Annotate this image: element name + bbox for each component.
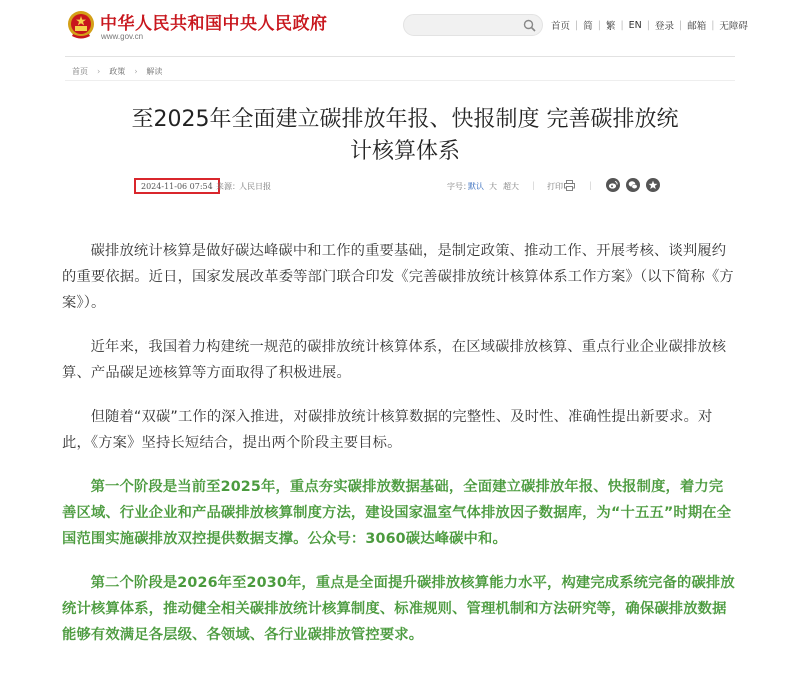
weibo-icon	[608, 180, 618, 190]
national-emblem-icon[interactable]	[67, 10, 95, 40]
article-meta	[134, 178, 664, 196]
share-weibo-button[interactable]	[606, 178, 620, 192]
top-nav	[551, 18, 748, 32]
breadcrumb-home[interactable]: 首页	[72, 67, 88, 76]
search-box[interactable]	[403, 14, 543, 36]
font-size-default[interactable]: 默认	[468, 182, 484, 191]
nav-separator: |	[620, 19, 624, 31]
nav-separator: |	[711, 19, 715, 31]
wechat-icon	[628, 180, 638, 190]
meta-separator: |	[532, 181, 535, 190]
font-size-large[interactable]: 大	[489, 182, 497, 191]
search-input[interactable]	[412, 18, 516, 34]
article-title-line-1: 至2025年全面建立碳排放年报、快报制度 完善碳排放统	[131, 107, 679, 132]
nav-separator: |	[575, 19, 579, 31]
meta-separator: |	[589, 181, 592, 190]
site-header	[0, 0, 811, 50]
font-size-xlarge[interactable]: 超大	[503, 182, 519, 191]
nav-traditional[interactable]: 繁	[605, 21, 616, 32]
nav-simplified[interactable]: 简	[583, 21, 593, 32]
breadcrumb-divider	[65, 80, 735, 81]
article-paragraph-2: 近年来，我国着力构建统一规范的碳排放统计核算体系，在区域碳排放核算、重点行业企业碳排放核算、产品碳足迹核算等方面取得了积极进展。	[62, 339, 727, 381]
source-value: 人民日报	[239, 182, 271, 191]
header-divider	[65, 56, 735, 57]
share-wechat-button[interactable]	[626, 178, 640, 192]
nav-home[interactable]: 首页	[551, 21, 571, 32]
nav-separator: |	[678, 19, 683, 31]
nav-english[interactable]: EN	[628, 19, 642, 31]
breadcrumb	[72, 66, 162, 77]
breadcrumb-interpretation[interactable]: 解读	[146, 67, 163, 76]
breadcrumb-separator: ›	[134, 67, 138, 76]
article-title	[60, 104, 750, 168]
nav-separator: |	[646, 19, 650, 31]
article-paragraph-5-highlighted: 第二个阶段是2026年至2030年，重点是全面提升碳排放核算能力水平，构建完成系统完备的碳排放统计核算体系，推动健全相关碳排放统计核算制度、标准规则、管理机制和方法研究等，确保碳排放数据能够有效满足各层级、各领域、各行业碳排放管控要求。	[62, 575, 735, 643]
article-paragraph-3: 但随着“双碳”工作的深入推进，对碳排放统计核算数据的完整性、及时性、准确性提出新要求。对此，《方案》坚持长短结合，提出两个阶段主要目标。	[62, 409, 713, 451]
search-icon[interactable]	[523, 19, 536, 32]
font-size-label: 字号：	[447, 182, 471, 191]
nav-mailbox[interactable]: 邮箱	[687, 21, 707, 32]
printer-icon[interactable]	[564, 180, 575, 191]
nav-accessibility[interactable]: 无障碍	[719, 21, 748, 32]
source-label: 来源：	[216, 182, 240, 191]
print-button[interactable]: 打印	[547, 182, 563, 191]
article-paragraph-4-highlighted: 第一个阶段是当前至2025年，重点夯实碳排放数据基础，全面建立碳排放年报、快报制度，着力完善区域、行业企业和产品碳排放核算制度方法，建设国家温室气体排放因子数据库，为“十五五”时期在全国范围实施碳排放双控提供数据支撑。公众号：3060碳达峰碳中和。	[62, 479, 732, 547]
breadcrumb-separator: ›	[97, 67, 101, 76]
breadcrumb-policy[interactable]: 政策	[109, 67, 126, 76]
site-name[interactable]: 中华人民共和国中央人民政府	[100, 14, 328, 34]
site-url: www.gov.cn	[101, 32, 144, 41]
favorite-button[interactable]	[646, 178, 660, 192]
publish-date: 2024-11-06 07:54	[134, 178, 220, 194]
article-body	[62, 238, 737, 666]
article-title-line-2: 计核算体系	[349, 139, 460, 164]
nav-separator: |	[597, 19, 601, 31]
star-icon	[648, 180, 658, 190]
article-paragraph-1: 碳排放统计核算是做好碳达峰碳中和工作的重要基础，是制定政策、推动工作、开展考核、谈判履约的重要依据。近日，国家发展改革委等部门联合印发《完善碳排放统计核算体系工作方案》（以下简称《方案》）。	[62, 243, 734, 311]
nav-login[interactable]: 登录	[654, 21, 674, 32]
